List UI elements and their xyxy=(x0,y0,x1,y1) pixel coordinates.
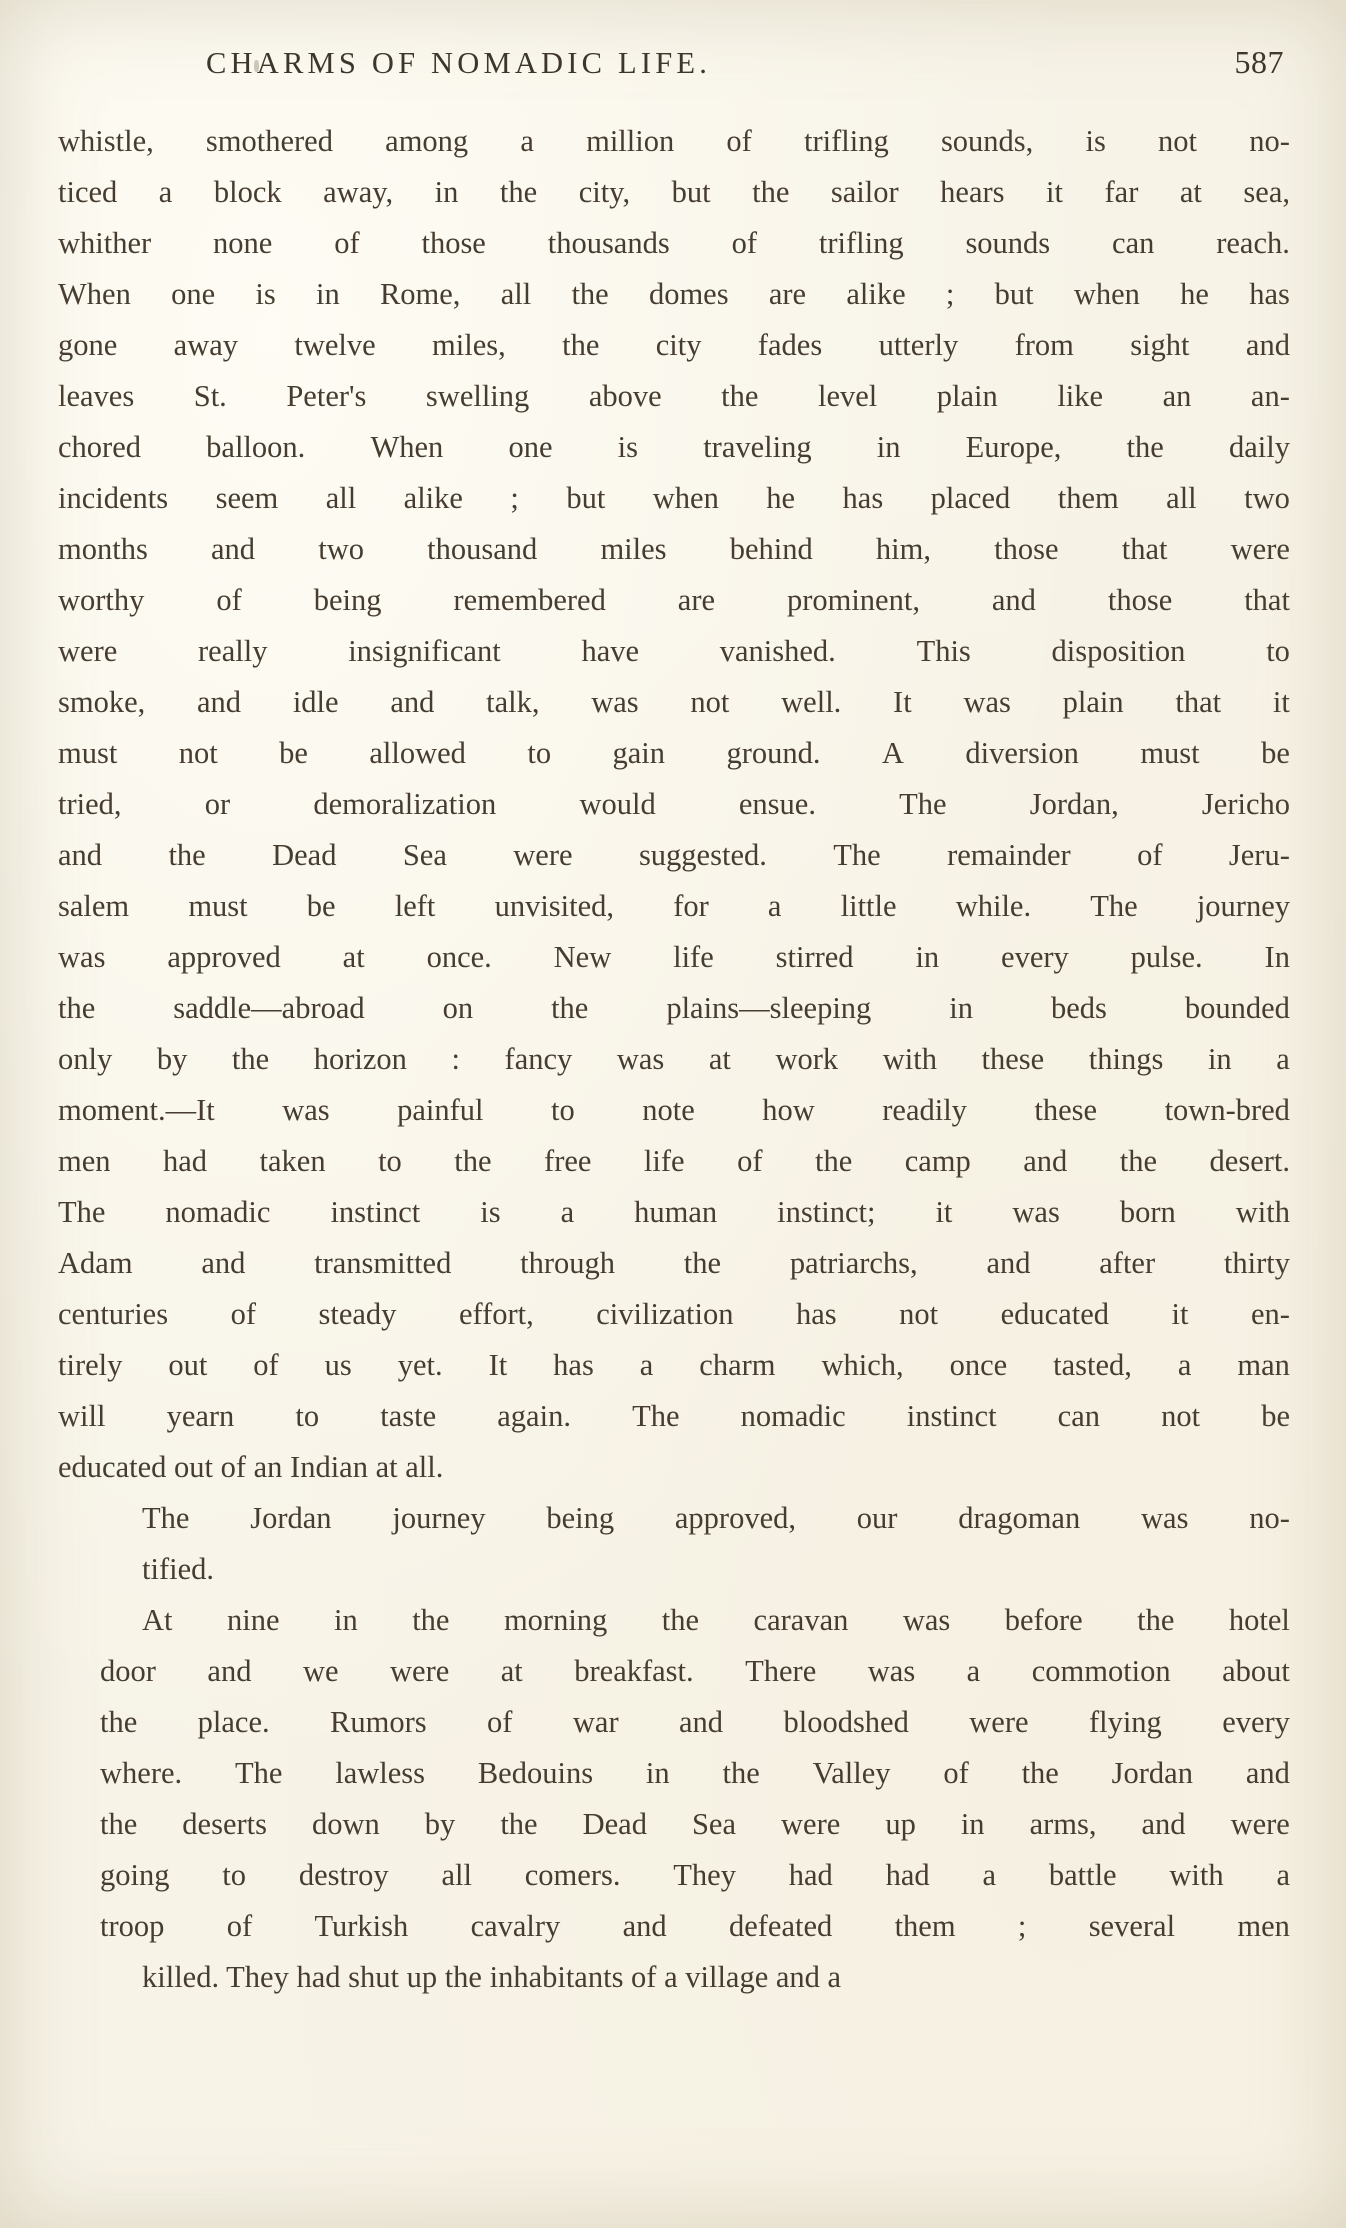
text-line: worthy of being remembered are prominent, and those that xyxy=(58,583,1290,617)
text-line: The nomadic instinct is a human instinct; it was born with xyxy=(58,1195,1290,1229)
text-line: salem must be left unvisited, for a little while. The journey xyxy=(58,889,1290,923)
running-head: CHARMS OF NOMADIC LIFE. xyxy=(206,46,712,80)
text-line: leaves St. Peter's swelling above the level plain like an an- xyxy=(58,379,1290,413)
text-line: gone away twelve miles, the city fades utterly from sight and xyxy=(58,328,1290,362)
text-line: the place. Rumors of war and bloodshed were flying every xyxy=(100,1705,1290,1739)
page-number: 587 xyxy=(1234,44,1284,80)
text-line: whistle, smothered among a million of trifling sounds, is not no- xyxy=(58,124,1290,158)
text-line: was approved at once. New life stirred in every pulse. In xyxy=(58,940,1290,974)
text-line: tried, or demoralization would ensue. The Jordan, Jericho xyxy=(58,787,1290,821)
page-content xyxy=(58,46,1290,2186)
text-line: tified. xyxy=(142,1552,214,1586)
text-line: where. The lawless Bedouins in the Valley of the Jordan and xyxy=(100,1756,1290,1790)
text-line: educated out of an Indian at all. xyxy=(58,1450,444,1484)
page-header xyxy=(58,46,1290,98)
text-line: smoke, and idle and talk, was not well. It was plain that it xyxy=(58,685,1290,719)
text-line: and the Dead Sea were suggested. The remainder of Jeru- xyxy=(58,838,1290,872)
text-line: The Jordan journey being approved, our dragoman was no- xyxy=(142,1501,1290,1535)
text-line: chored balloon. When one is traveling in Europe, the daily xyxy=(58,430,1290,464)
text-line: must not be allowed to gain ground. A diversion must be xyxy=(58,736,1290,770)
text-line: months and two thousand miles behind him, those that were xyxy=(58,532,1290,566)
paragraph xyxy=(58,116,1290,1493)
text-line: whither none of those thousands of trifling sounds can reach. xyxy=(58,226,1290,260)
text-line: killed. They had shut up the inhabitants of a village and a xyxy=(142,1960,842,1994)
ink-smudge xyxy=(254,60,259,72)
text-line: ticed a block away, in the city, but the sailor hears it far at sea, xyxy=(58,175,1290,209)
text-line: incidents seem all alike ; but when he has placed them all two xyxy=(58,481,1290,515)
text-line: centuries of steady effort, civilization has not educated it en- xyxy=(58,1297,1290,1331)
text-line: the saddle—abroad on the plains—sleeping in beds bounded xyxy=(58,991,1290,1025)
paragraph xyxy=(58,1493,1290,1595)
text-line: Adam and transmitted through the patriarchs, and after thirty xyxy=(58,1246,1290,1280)
body-text xyxy=(58,116,1290,2003)
text-line: the deserts down by the Dead Sea were up in arms, and were xyxy=(100,1807,1290,1841)
text-line: troop of Turkish cavalry and defeated them ; several men xyxy=(100,1909,1290,1943)
text-line: tirely out of us yet. It has a charm which, once tasted, a man xyxy=(58,1348,1290,1382)
text-line: will yearn to taste again. The nomadic instinct can not be xyxy=(58,1399,1290,1433)
text-line: moment.—It was painful to note how readily these town-bred xyxy=(58,1093,1290,1127)
paragraph xyxy=(58,1595,1290,2003)
text-line: were really insignificant have vanished. This disposition to xyxy=(58,634,1290,668)
text-line: only by the horizon : fancy was at work with these things in a xyxy=(58,1042,1290,1076)
text-line: door and we were at breakfast. There was a commotion about xyxy=(100,1654,1290,1688)
text-line: At nine in the morning the caravan was before the hotel xyxy=(142,1603,1290,1637)
text-line: When one is in Rome, all the domes are alike ; but when he has xyxy=(58,277,1290,311)
text-line: going to destroy all comers. They had had a battle with a xyxy=(100,1858,1290,1892)
text-line: men had taken to the free life of the camp and the desert. xyxy=(58,1144,1290,1178)
